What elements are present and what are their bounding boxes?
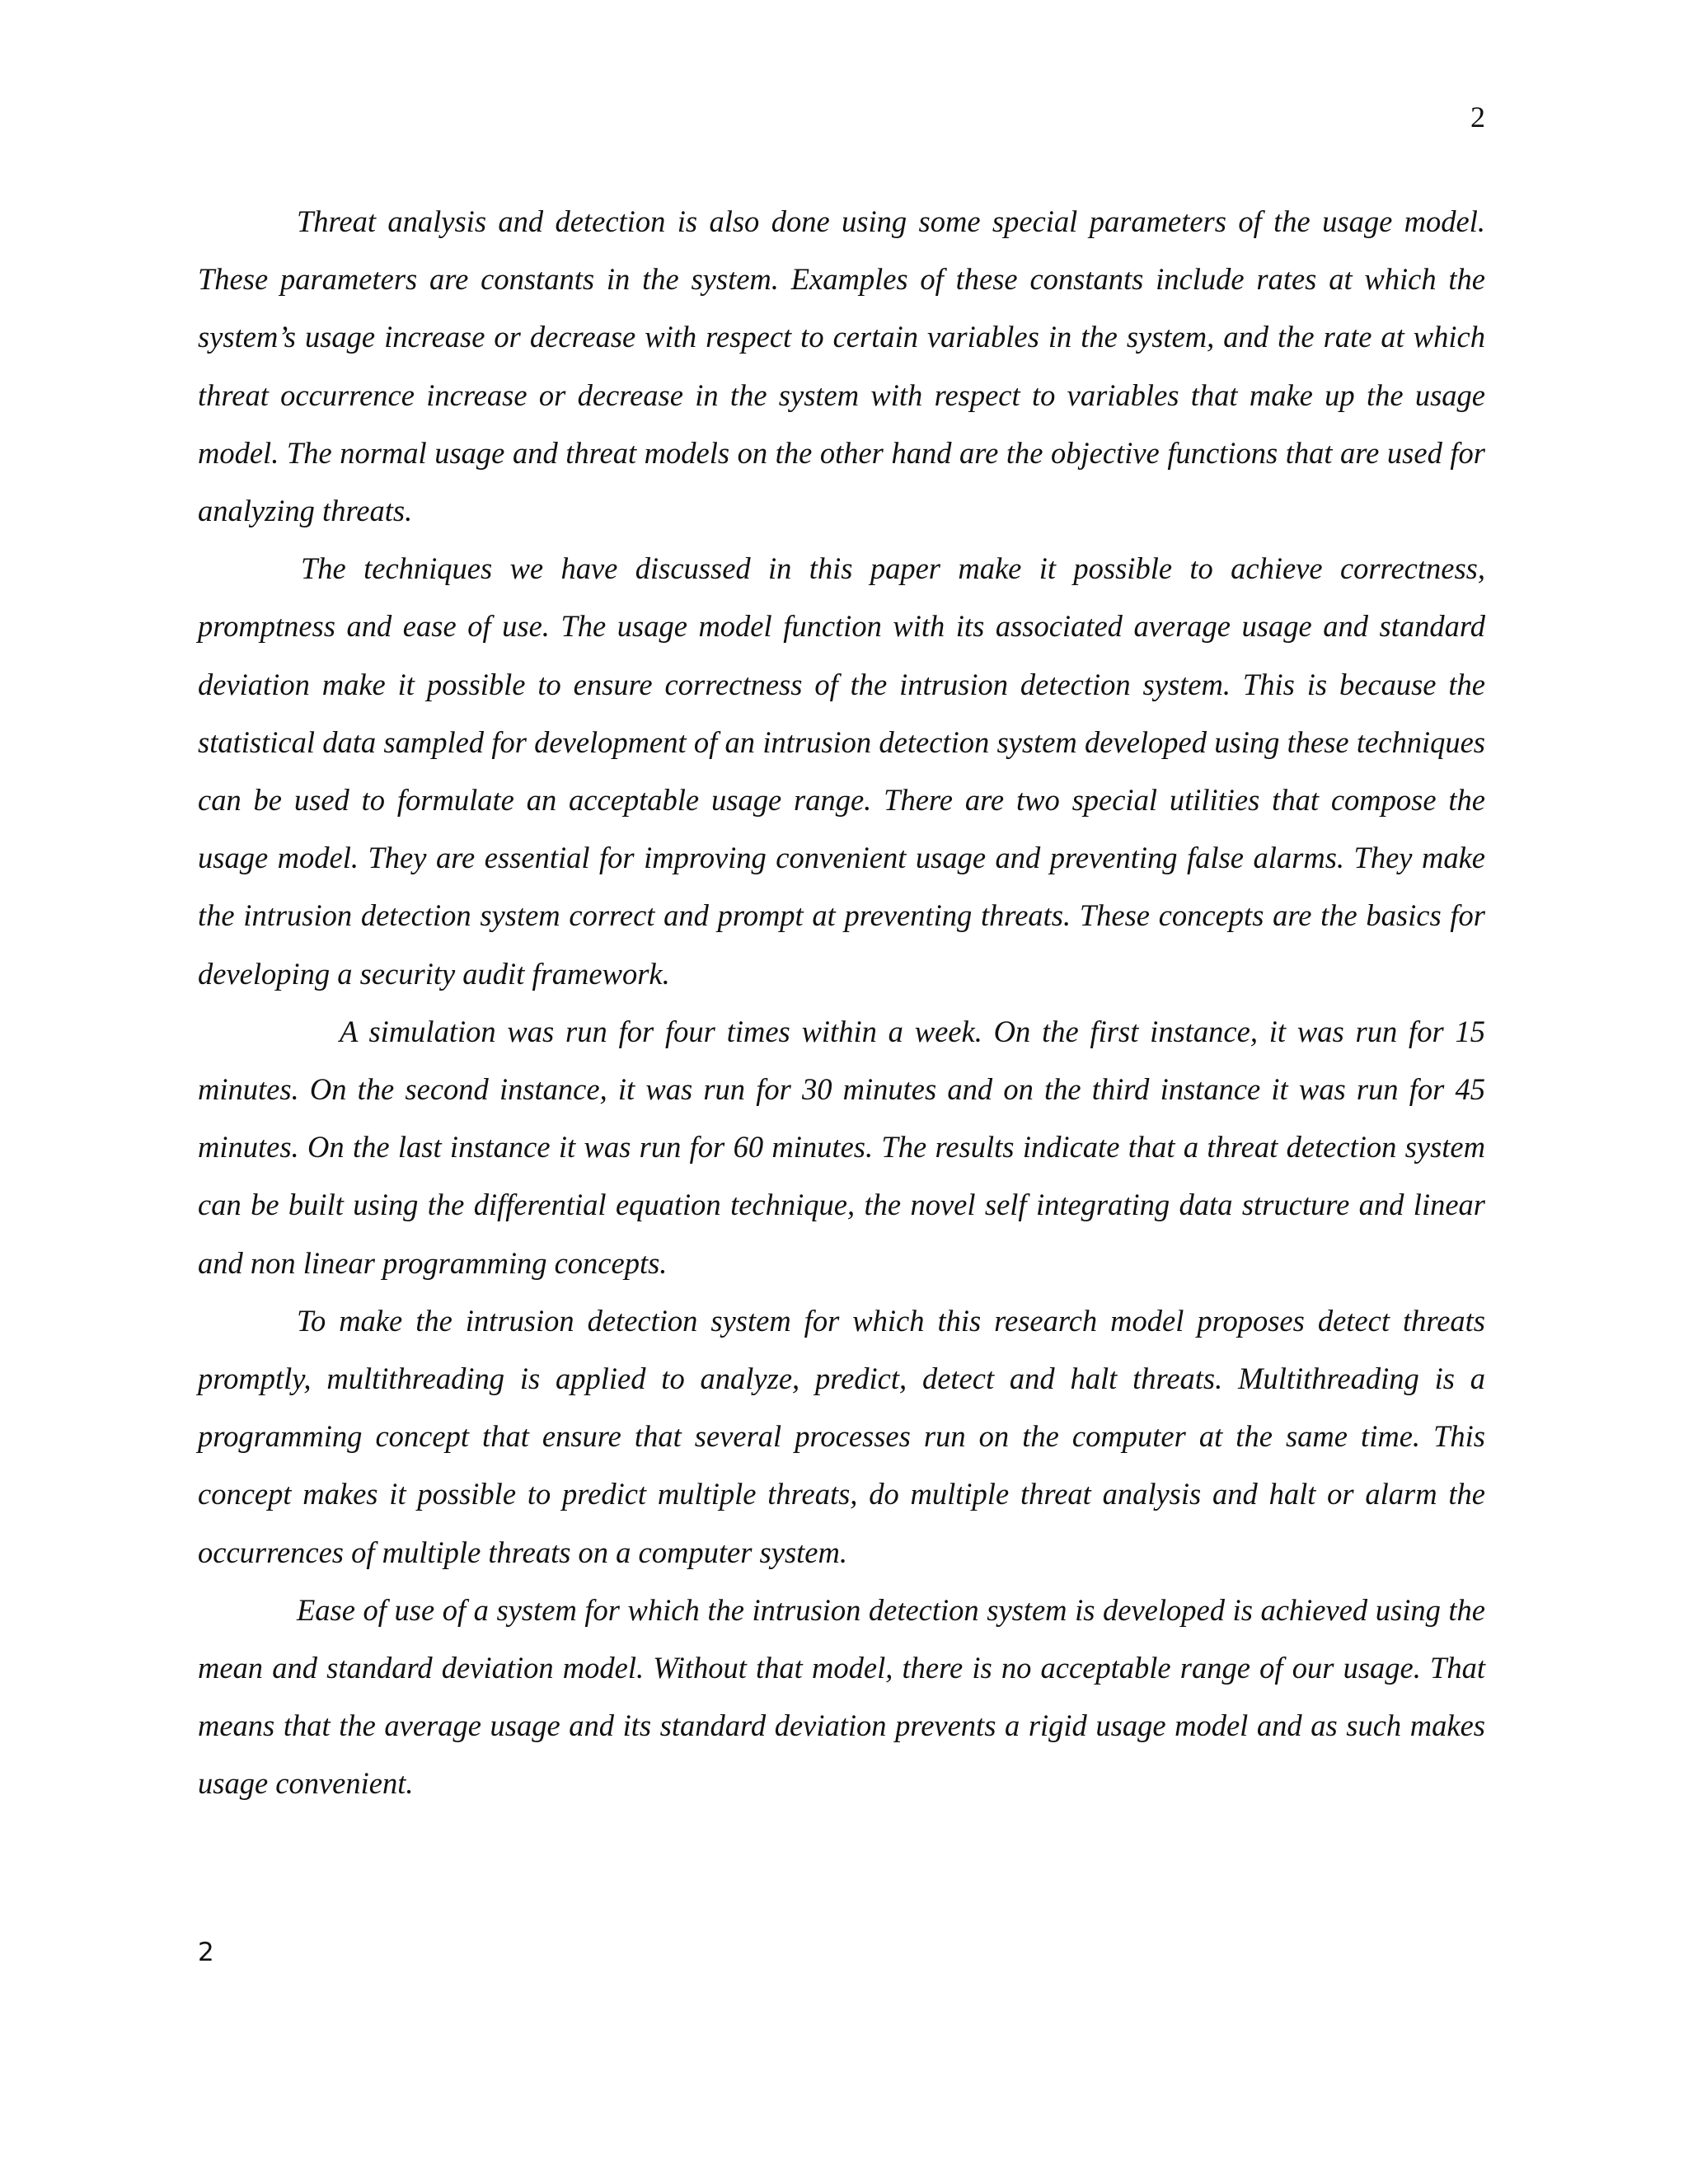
paragraph-multithreading: To make the intrusion detection system for which this research model proposes detect threats promptly, multithreading is applied to analyze, predict, detect and halt threats. Multithreading is a programming concept that ensure that several processes run on the computer at the same time. This concept makes it possible to predict multiple threats, do multiple threat analysis and halt or alarm the occurrences of multiple threats on a computer system. — [198, 1303, 1485, 1569]
paragraph-simulation: A simulation was run for four times within a week. On the first instance, it was run for 15 minutes. On the second instance, it was run for 30 minutes and on the third instance it was run for 45 minutes. On the last instance it was run for 60 minutes. The results indicate that a threat detection system can be built using the differential equation technique, the novel self integrating data structure and linear and non linear programming concepts. — [198, 1014, 1485, 1280]
paragraph-techniques: The techniques we have discussed in this paper make it possible to achieve correctness, promptness and ease of use. The usage model function with its associated average usage and standard deviation make it possible to ensure correctness of the intrusion detection system. This is because the statistical data sampled for development of an intrusion detection system developed using these techniques can be used to formulate an acceptable usage range. There are two special utilities that compose the usage model. They are essential for improving convenient usage and preventing false alarms. They make the intrusion detection system correct and prompt at preventing threats. These concepts are the basics for developing a security audit framework. — [198, 551, 1485, 991]
footer-page-number: 2 — [198, 1938, 214, 1967]
paragraph-threat-analysis: Threat analysis and detection is also done using some special parameters of the usage model. These parameters are constants in the system. Examples of these constants include rates at which the system’s usage increase or decrease with respect to certain variables in the system, and the rate at which threat occurrence increase or decrease in the system with respect to variables that make up the usage model. The normal usage and threat models on the other hand are the objective functions that are used for analyzing threats. — [198, 204, 1485, 528]
paragraph-ease-of-use: Ease of use of a system for which the intrusion detection system is developed is achieved using the mean and standard deviation model. Without that model, there is no acceptable range of our usage. That means that the average usage and its standard deviation prevents a rigid usage model and as such makes usage convenient. — [198, 1592, 1485, 1801]
header-page-number: 2 — [1470, 101, 1485, 134]
document-body — [198, 193, 1485, 1813]
